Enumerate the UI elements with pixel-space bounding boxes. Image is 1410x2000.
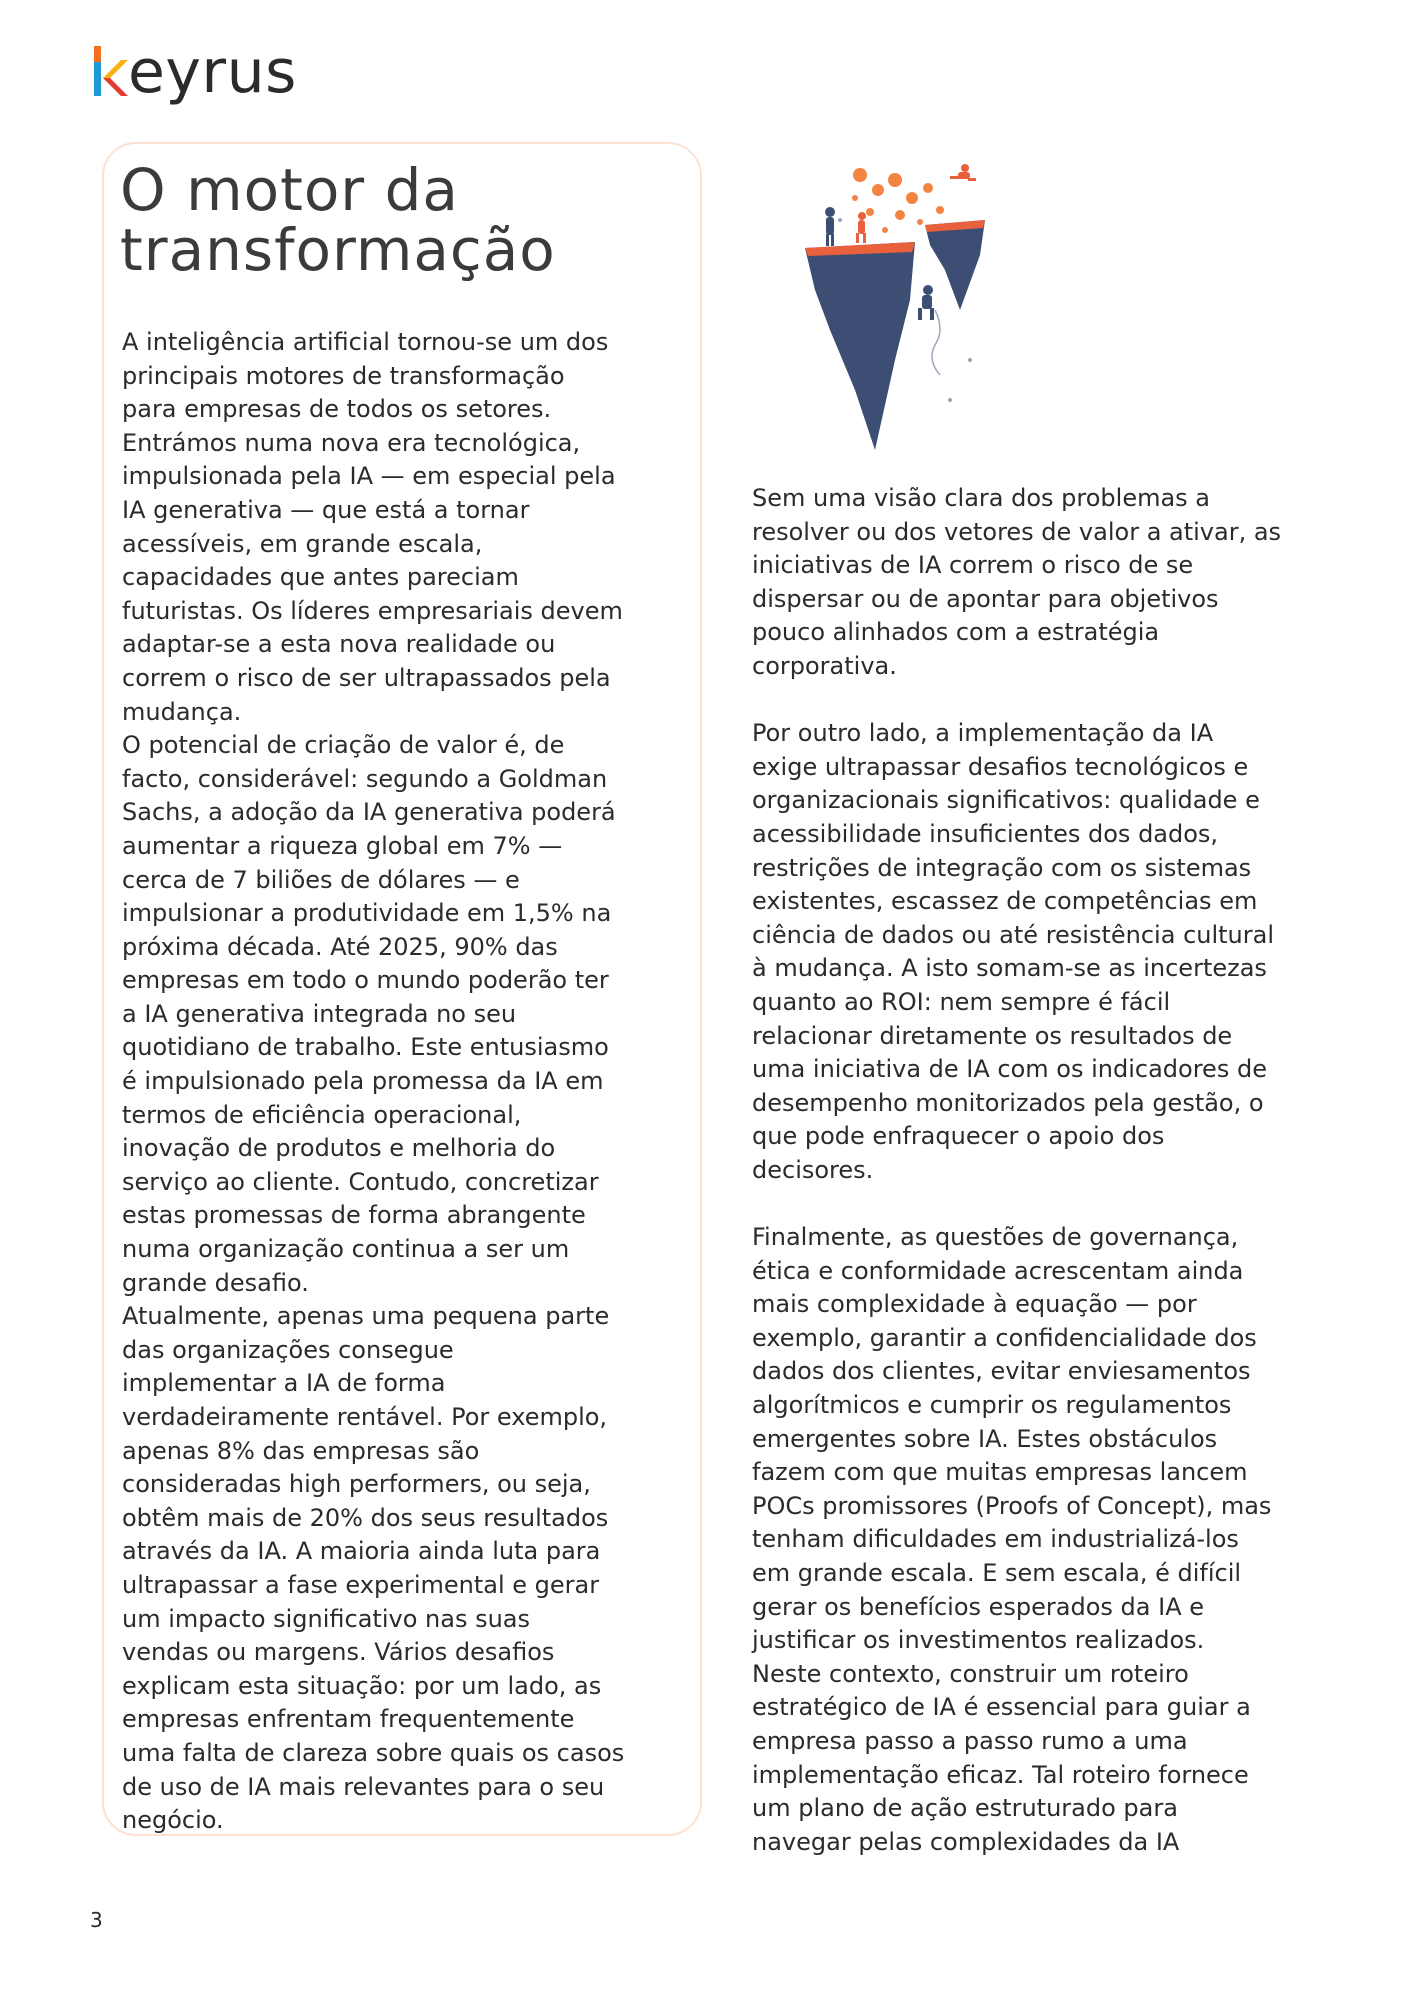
- cliff-illustration: [800, 150, 1020, 470]
- right-spacer-1: [752, 684, 1342, 718]
- left-paragraph-2: O potencial de criação de valor é, de facto, considerável: segundo a Goldman Sachs, a adoção da IA generativa poderá aumentar a riqueza global em 7% — cerca de 7 biliões de dólares — e impulsionar a produtividade em 1,5% na próxima década. Até 2025, 90% das empresas em todo o mundo poderão ter a IA generativa integrada no seu quotidiano de trabalho. Este entusiasmo é impulsionado pela promessa da IA em termos de eficiência operacional, inovação de produtos e melhoria do serviço ao cliente. Contudo, concretizar estas promessas de forma abrangente numa organização continua a ser um grande desafio.: [122, 731, 616, 1297]
- keyrus-k-icon: [92, 40, 132, 104]
- right-paragraph-3: Finalmente, as questões de governança, ética e conformidade acrescentam ainda mais complexidade à equação — por exemplo, garantir a confidencialidade dos dados dos clientes, evitar enviesamentos algorítmicos e cumprir os regulamentos emergentes sobre IA. Estes obstáculos fazem com que muitas empresas lancem POCs promissores (Proofs of Concept), mas tenham dificuldades em industrializá-los em grande escala. E sem escala, é difícil gerar os benefícios esperados da IA e justificar os investimentos realizados.: [752, 1223, 1272, 1655]
- right-paragraph-1: Sem uma visão clara dos problemas a resolver ou dos vetores de valor a ativar, as iniciativas de IA correm o risco de se dispersar ou de apontar para objetivos pouco alinhados com a estratégia corporativa.: [752, 484, 1282, 680]
- left-paragraph-1: A inteligência artificial tornou-se um dos principais motores de transformação para empresas de todos os setores. Entrámos numa nova era tecnológica, impulsionada pela IA — em especial pela IA generativa — que está a tornar acessíveis, em grande escala, capacidades que antes pareciam futuristas. Os líderes empresariais devem adaptar-se a esta nova realidade ou correm o risco de ser ultrapassados pela mudança.: [122, 328, 623, 726]
- page-title: [120, 156, 680, 284]
- left-paragraph-3: Atualmente, apenas uma pequena parte das organizações consegue implementar a IA de forma verdadeiramente rentável. Por exemplo, apenas 8% das empresas são consideradas high performers, ou seja, obtêm mais de 20% dos seus resultados através da IA. A maioria ainda luta para ultrapassar a fase experimental e gerar um impacto significativo nas suas vendas ou margens. Vários desafios explicam esta situação: por um lado, as empresas enfrentam frequentemente uma falta de clareza sobre quais os casos de uso de IA mais relevantes para o seu negócio.: [122, 1302, 625, 1835]
- keyrus-logo: [92, 37, 297, 107]
- right-spacer-2: [752, 1187, 1342, 1221]
- page-title-line: transformação: [120, 216, 556, 284]
- page-number: 3: [90, 1908, 103, 1932]
- page-title-line: O motor da: [120, 156, 459, 224]
- right-paragraph-4: Neste contexto, construir um roteiro estratégico de IA é essencial para guiar a empresa passo a passo rumo a uma implementação eficaz. Tal roteiro fornece um plano de ação estruturado para navegar pelas complexidades da IA: [752, 1659, 1251, 1856]
- logo-text: eyrus: [128, 37, 297, 107]
- right-paragraph-2: Por outro lado, a implementação da IA exige ultrapassar desafios tecnológicos e organizacionais significativos: qualidade e acessibilidade insuficientes dos dados, restrições de integração com os sistemas existentes, escassez de competências em ciência de dados ou até resistência cultural à mudança. A isto somam-se as incertezas quanto ao ROI: nem sempre é fácil relacionar diretamente os resultados de uma iniciativa de IA com os indicadores de desempenho monitorizados pela gestão, o que pode enfraquecer o apoio dos decisores.: [752, 719, 1274, 1184]
- right-column: [752, 482, 1342, 1859]
- left-column: [122, 326, 694, 1838]
